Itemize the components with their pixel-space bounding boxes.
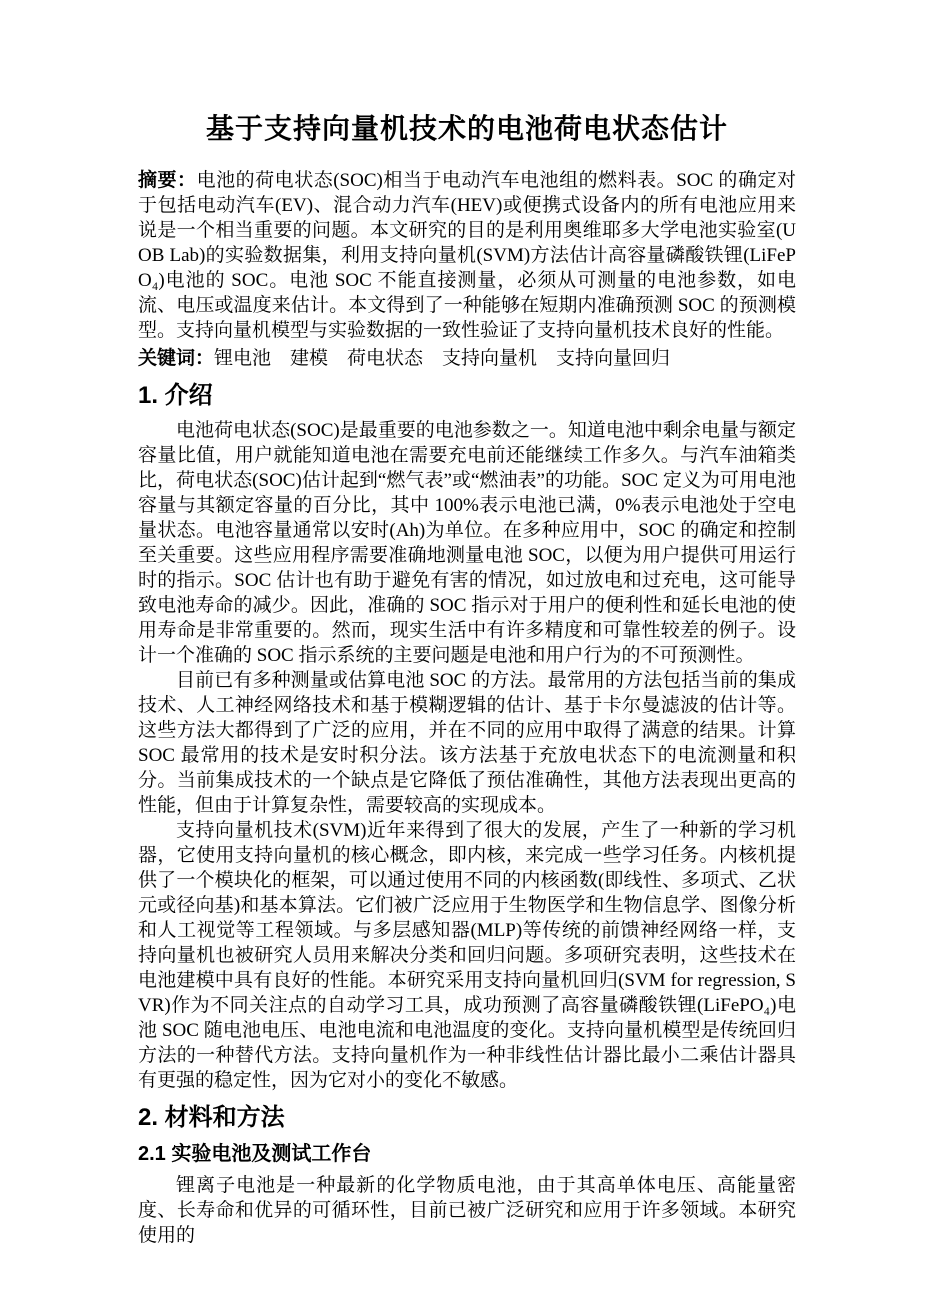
section-1-paragraph-2: 目前已有多种测量或估算电池 SOC 的方法。最常用的方法包括当前的集成技术、人工神经网络技术和基于模糊逻辑的估计、基于卡尔曼滤波的估计等。这些方法大都得到了广泛的应用，并在不同的应用中取得了满意的结果。计算 SOC 最常用的技术是安时积分法。该方法基于充放电状态下的电流测量和积分。当前集成技术的一个缺点是它降低了预估准确性，其他方法表现出更高的性能，但由于计算复杂性，需要较高的实现成本。 bbox=[138, 670, 796, 816]
abstract-text: 电池的荷电状态(SOC)相当于电动汽车电池组的燃料表。SOC 的确定对于包括电动汽车(EV)、混合动力汽车(HEV)或便携式设备内的所有电池应用来说是一个相当重要的问题。本文研究的目的是利用奥维耶多大学电池实验室(UOB Lab)的实验数据集，利用支持向量机(SVM)方法估计高容量磷酸铁锂(LiFePO₄)电池的 SOC。电池 SOC 不能直接测量，必须从可测量的电池参数，如电流、电压或温度来估计。本文得到了一种能够在短期内准确预测 SOC 的预测模型。支持向量机模型与实验数据的一致性验证了支持向量机技术良好的性能。 bbox=[138, 170, 796, 341]
section-2-heading: 2. 材料和方法 bbox=[138, 1104, 285, 1131]
section-2-1-heading: 2.1 实验电池及测试工作台 bbox=[138, 1143, 372, 1165]
keywords-text: 锂电池 建模 荷电状态 支持向量机 支持向量回归 bbox=[214, 348, 671, 369]
paper-title: 基于支持向量机技术的电池荷电状态估计 bbox=[205, 113, 728, 144]
section-1-heading: 1. 介绍 bbox=[138, 382, 213, 409]
section-2-1-paragraph-1: 锂离子电池是一种最新的化学物质电池，由于其高单体电压、高能量密度、长寿命和优异的可循环性，目前已被广泛研究和应用于许多领域。本研究使用的 bbox=[138, 1175, 796, 1246]
section-1-paragraph-1: 电池荷电状态(SOC)是最重要的电池参数之一。知道电池中剩余电量与额定容量比值，用户就能知道电池在需要充电前还能继续工作多久。与汽车油箱类比，荷电状态(SOC)估计起到“燃气表”或“燃油表”的功能。SOC 定义为可用电池容量与其额定容量的百分比，其中 100%表示电池已满，0%表示电池处于空电量状态。电池容量通常以安时(Ah)为单位。在多种应用中，SOC 的确定和控制至关重要。这些应用程序需要准确地测量电池 SOC，以便为用户提供可用运行时的指示。SOC 估计也有助于避免有害的情况，如过放电和过充电，这可能导致电池寿命的减少。因此，准确的 SOC 指示对于用户的便利性和延长电池的使用寿命是非常重要的。然而，现实生活中有许多精度和可靠性较差的例子。设计一个准确的 SOC 指示系统的主要问题是电池和用户行为的不可预测性。 bbox=[138, 420, 796, 666]
abstract-paragraph bbox=[138, 168, 796, 343]
abstract-label: 摘要： bbox=[138, 170, 197, 191]
section-1-paragraph-3: 支持向量机技术(SVM)近年来得到了很大的发展，产生了一种新的学习机器，它使用支持向量机的核心概念，即内核，来完成一些学习任务。内核机提供了一个模块化的框架，可以通过使用不同的内核函数(即线性、多项式、乙状元或径向基)和基本算法。它们被广泛应用于生物医学和生物信息学、图像分析和人工视觉等工程领域。与多层感知器(MLP)等传统的前馈神经网络一样，支持向量机也被研究人员用来解决分类和回归问题。多项研究表明，这些技术在电池建模中具有良好的性能。本研究采用支持向量机回归(SVM for regression, SVR)作为不同关注点的自动学习工具，成功预测了高容量磷酸铁锂(LiFePO₄)电池 SOC 随电池电压、电池电流和电池温度的变化。支持向量机模型是传统回归方法的一种替代方法。支持向量机作为一种非线性估计器比最小二乘估计器具有更强的稳定性，因为它对小的变化不敏感。 bbox=[138, 820, 796, 1091]
keywords-line bbox=[138, 346, 796, 371]
keywords-label: 关键词： bbox=[138, 348, 215, 369]
